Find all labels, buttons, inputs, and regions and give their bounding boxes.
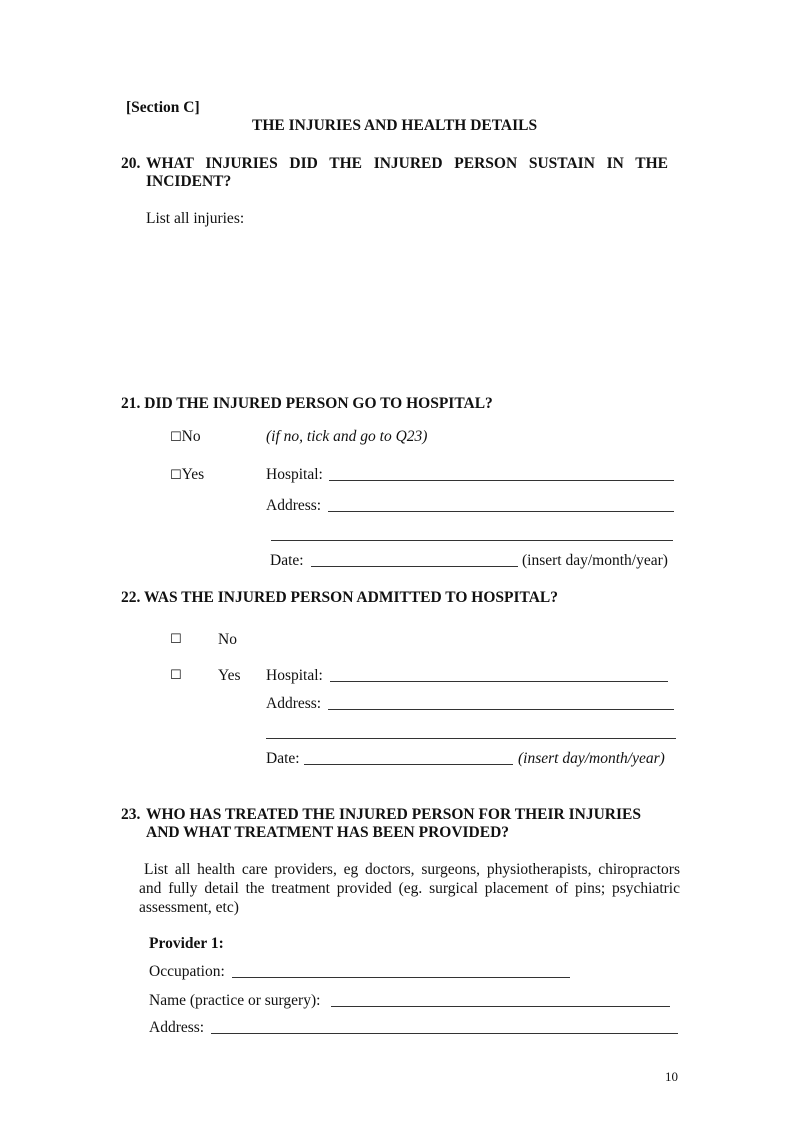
- q21-address-field[interactable]: [328, 511, 674, 512]
- q22-yes-label: Yes: [218, 667, 241, 684]
- q21-question: 21. DID THE INJURED PERSON GO TO HOSPITAL?: [121, 395, 493, 412]
- q23-question-line1: WHO HAS TREATED THE INJURED PERSON FOR THEIR INJURIES: [146, 806, 641, 823]
- q22-hospital-field[interactable]: [330, 681, 668, 682]
- page-number: 10: [665, 1069, 678, 1084]
- q21-yes-option[interactable]: [170, 466, 204, 485]
- q21-date-hint: (insert day/month/year): [522, 552, 668, 569]
- q22-date-hint: (insert day/month/year): [518, 750, 665, 767]
- q22-address-field[interactable]: [328, 709, 674, 710]
- q21-no-note: (if no, tick and go to Q23): [266, 428, 428, 445]
- q23-question-line2: AND WHAT TREATMENT HAS BEEN PROVIDED?: [146, 824, 510, 841]
- provider-heading: Provider 1:: [149, 935, 224, 952]
- q21-hospital-field[interactable]: [329, 480, 674, 481]
- q21-address-label: Address:: [266, 497, 322, 514]
- q22-question: 22. WAS THE INJURED PERSON ADMITTED TO HOSPITAL?: [121, 589, 558, 606]
- q21-hospital-label: Hospital:: [266, 466, 323, 483]
- q22-address-field-line2[interactable]: [266, 738, 676, 739]
- occupation-label: Occupation:: [149, 963, 225, 980]
- q21-date-field[interactable]: [311, 566, 518, 567]
- q21-no-checkbox[interactable]: ☐: [170, 430, 182, 445]
- q21-yes-label: Yes: [181, 466, 205, 483]
- q21-no-label: No: [181, 428, 201, 445]
- q22-yes-checkbox[interactable]: ☐: [170, 668, 182, 683]
- q23-instruction-line3: assessment, etc): [139, 899, 239, 916]
- q21-yes-checkbox[interactable]: ☐: [170, 468, 182, 483]
- q20-question-line1: WHAT INJURIES DID THE INJURED PERSON SUSTAIN IN THE: [146, 155, 668, 172]
- occupation-field[interactable]: [232, 977, 570, 978]
- section-label: [Section C]: [126, 99, 200, 116]
- practice-name-label: Name (practice or surgery):: [149, 992, 321, 1009]
- q23-number: 23.: [121, 806, 141, 823]
- q22-no-checkbox[interactable]: ☐: [170, 632, 182, 647]
- q23-instruction-line2: and fully detail the treatment provided (eg. surgical placement of pins; psychiatric: [139, 880, 680, 897]
- q22-hospital-label: Hospital:: [266, 667, 323, 684]
- q21-address-field-line2[interactable]: [271, 540, 673, 541]
- q21-no-option[interactable]: [170, 428, 201, 447]
- q22-no-label: No: [218, 631, 237, 648]
- q20-injuries-area[interactable]: [146, 232, 668, 382]
- q22-date-field[interactable]: [304, 764, 513, 765]
- q22-address-label: Address:: [266, 695, 322, 712]
- q20-number: 20.: [121, 155, 141, 172]
- q23-instruction-line1: List all health care providers, eg doctors, surgeons, physiotherapists, chiropractors: [144, 861, 680, 878]
- q20-question-line2: INCIDENT?: [146, 173, 232, 190]
- provider-address-label: Address:: [149, 1019, 205, 1036]
- provider-address-field[interactable]: [211, 1033, 678, 1034]
- q22-date-label: Date:: [266, 750, 300, 767]
- q21-date-label: Date:: [270, 552, 304, 569]
- section-title: THE INJURIES AND HEALTH DETAILS: [252, 117, 538, 134]
- practice-name-field[interactable]: [331, 1006, 670, 1007]
- q20-instruction: List all injuries:: [146, 210, 245, 227]
